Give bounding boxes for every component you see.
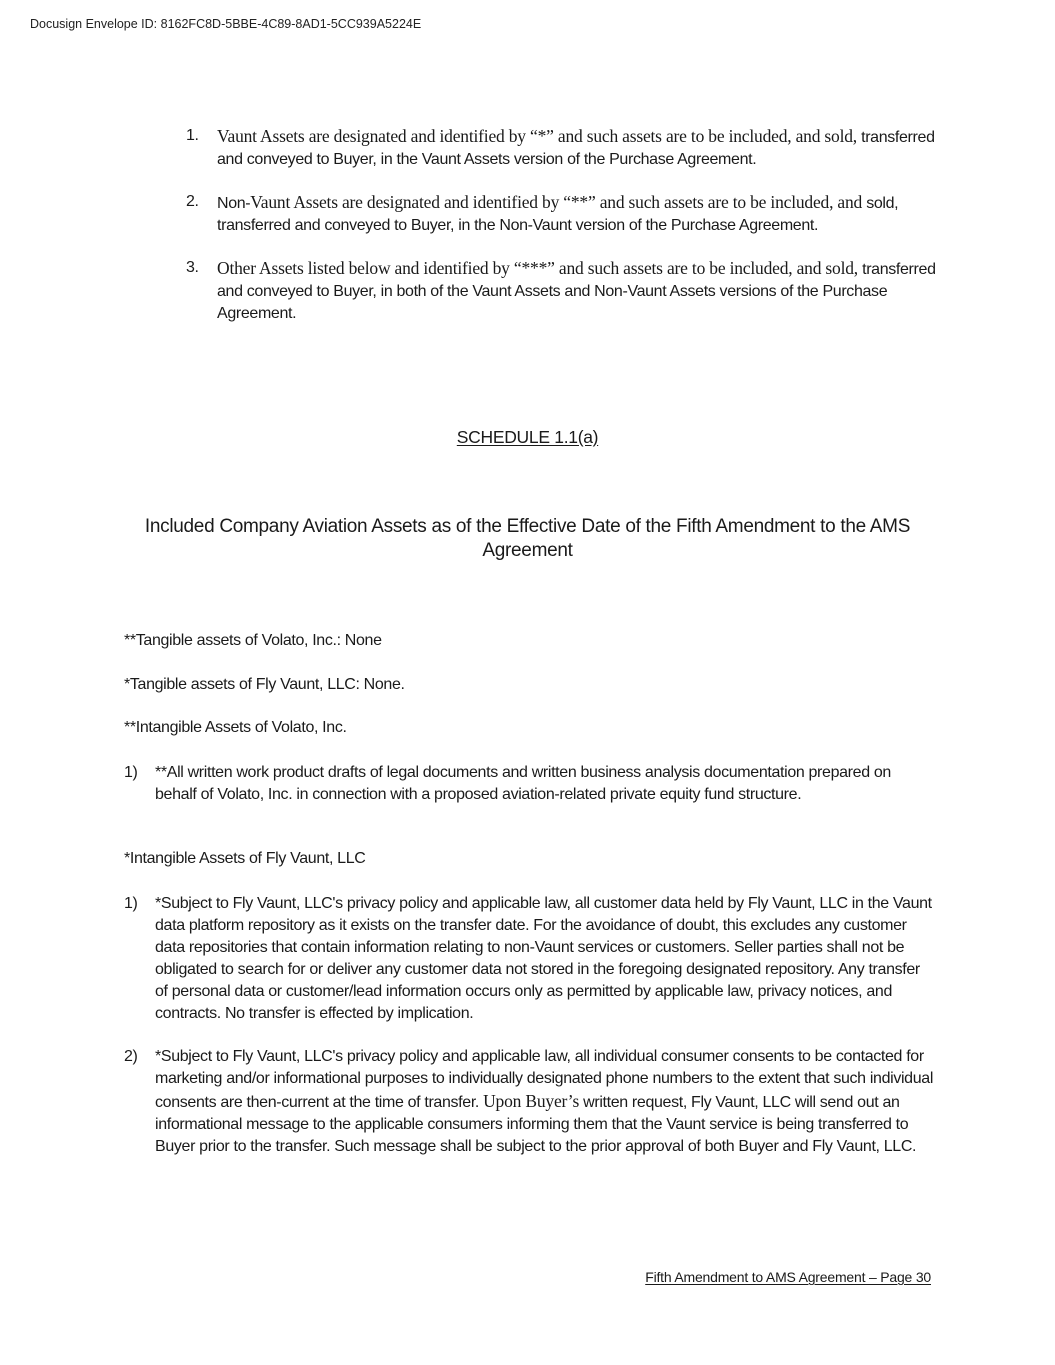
list-text: sold, transferred and conveyed to Buyer, in the Non-Vaunt version of the Purchase Agreement. (217, 195, 899, 234)
list-number: 1. (186, 127, 199, 144)
list-text: *Subject to Fly Vaunt, LLC's privacy policy and applicable law, all customer data held by Fly Vaunt, LLC in the Vaunt data platform repository as it exists on the transfer date. For the avoidance of doubt, this excludes any customer data repositories that contain information relating to non-Vaunt services or customers. Seller parties shall not be obligated to search for or deliver any customer data not stored in the foregoing designated repository. Any transfer of personal data or customer/lead information occurs only as permitted by applicable law, privacy notices, and contracts. No transfer is effected by implication. (155, 895, 932, 1022)
page-footer: Fifth Amendment to AMS Agreement – Page 30 (645, 1269, 931, 1285)
list-number: 2) (124, 1048, 138, 1065)
schedule-heading: Included Company Aviation Assets as of the Effective Date of the Fifth Amendment to the AMS Agreement (144, 516, 911, 561)
list-text: transferred and conveyed to Buyer, in both of the Vaunt Assets and Non-Vaunt Assets versions of the Purchase Agreement. (217, 261, 936, 322)
list-text-serif: Vaunt Assets are designated and identified by “*” and such assets are to be included, and sold, (217, 126, 857, 146)
list-number: 3. (186, 259, 199, 276)
intangible-assets-flyvaunt-list (124, 893, 936, 1179)
list-item (186, 257, 936, 325)
intangible-assets-volato-heading: **Intangible Assets of Volato, Inc. (124, 719, 347, 736)
list-item (124, 1046, 936, 1158)
list-text-serif: Vaunt Assets are designated and identified by “**” and such assets are to be included, and (250, 192, 863, 212)
list-number: 2. (186, 193, 199, 210)
docusign-envelope-id: Docusign Envelope ID: 8162FC8D-5BBE-4C89-8AD1-5CC939A5224E (30, 17, 422, 31)
schedule-title-text: SCHEDULE 1.1(a) (456, 427, 599, 447)
list-text-serif: Other Assets listed below and identified by “***” and such assets are to be included, and sold, (217, 258, 858, 278)
list-item (124, 893, 936, 1025)
list-item (186, 125, 936, 171)
intangible-assets-flyvaunt-heading: *Intangible Assets of Fly Vaunt, LLC (124, 850, 366, 867)
schedule-title (0, 427, 1055, 448)
list-text-prefix: Non- (217, 195, 251, 212)
list-item (186, 191, 936, 237)
tangible-assets-volato: **Tangible assets of Volato, Inc.: None (124, 632, 382, 649)
list-text-serif: Upon Buyer’s (483, 1091, 580, 1111)
tangible-assets-flyvaunt: *Tangible assets of Fly Vaunt, LLC: None. (124, 676, 405, 693)
list-number: 1) (124, 764, 138, 781)
intangible-assets-volato-list (124, 762, 936, 806)
asset-designation-list (186, 125, 936, 345)
list-text: *Subject to Fly Vaunt, LLC's privacy policy and applicable law, all individual consumer consents to be contacted for marketing and/or informational purposes to individually designated phone numbers to the extent that such individual consents are then-current at the time of transfer. (155, 1048, 934, 1111)
list-text: transferred and conveyed to Buyer, in the Vaunt Assets version of the Purchase Agreement. (217, 129, 935, 168)
list-text: **All written work product drafts of legal documents and written business analysis documentation prepared on behalf of Volato, Inc. in connection with a proposed aviation-related private equity fund structure. (155, 764, 891, 803)
list-number: 1) (124, 895, 138, 912)
list-text: written request, Fly Vaunt, LLC will send out an informational message to the applicable consumers informing them that the Vaunt service is being transferred to Buyer prior to the transfer. Such message shall be subject to the prior approval of both Buyer and Fly Vaunt, LLC. (155, 1094, 917, 1155)
list-item (124, 762, 936, 806)
